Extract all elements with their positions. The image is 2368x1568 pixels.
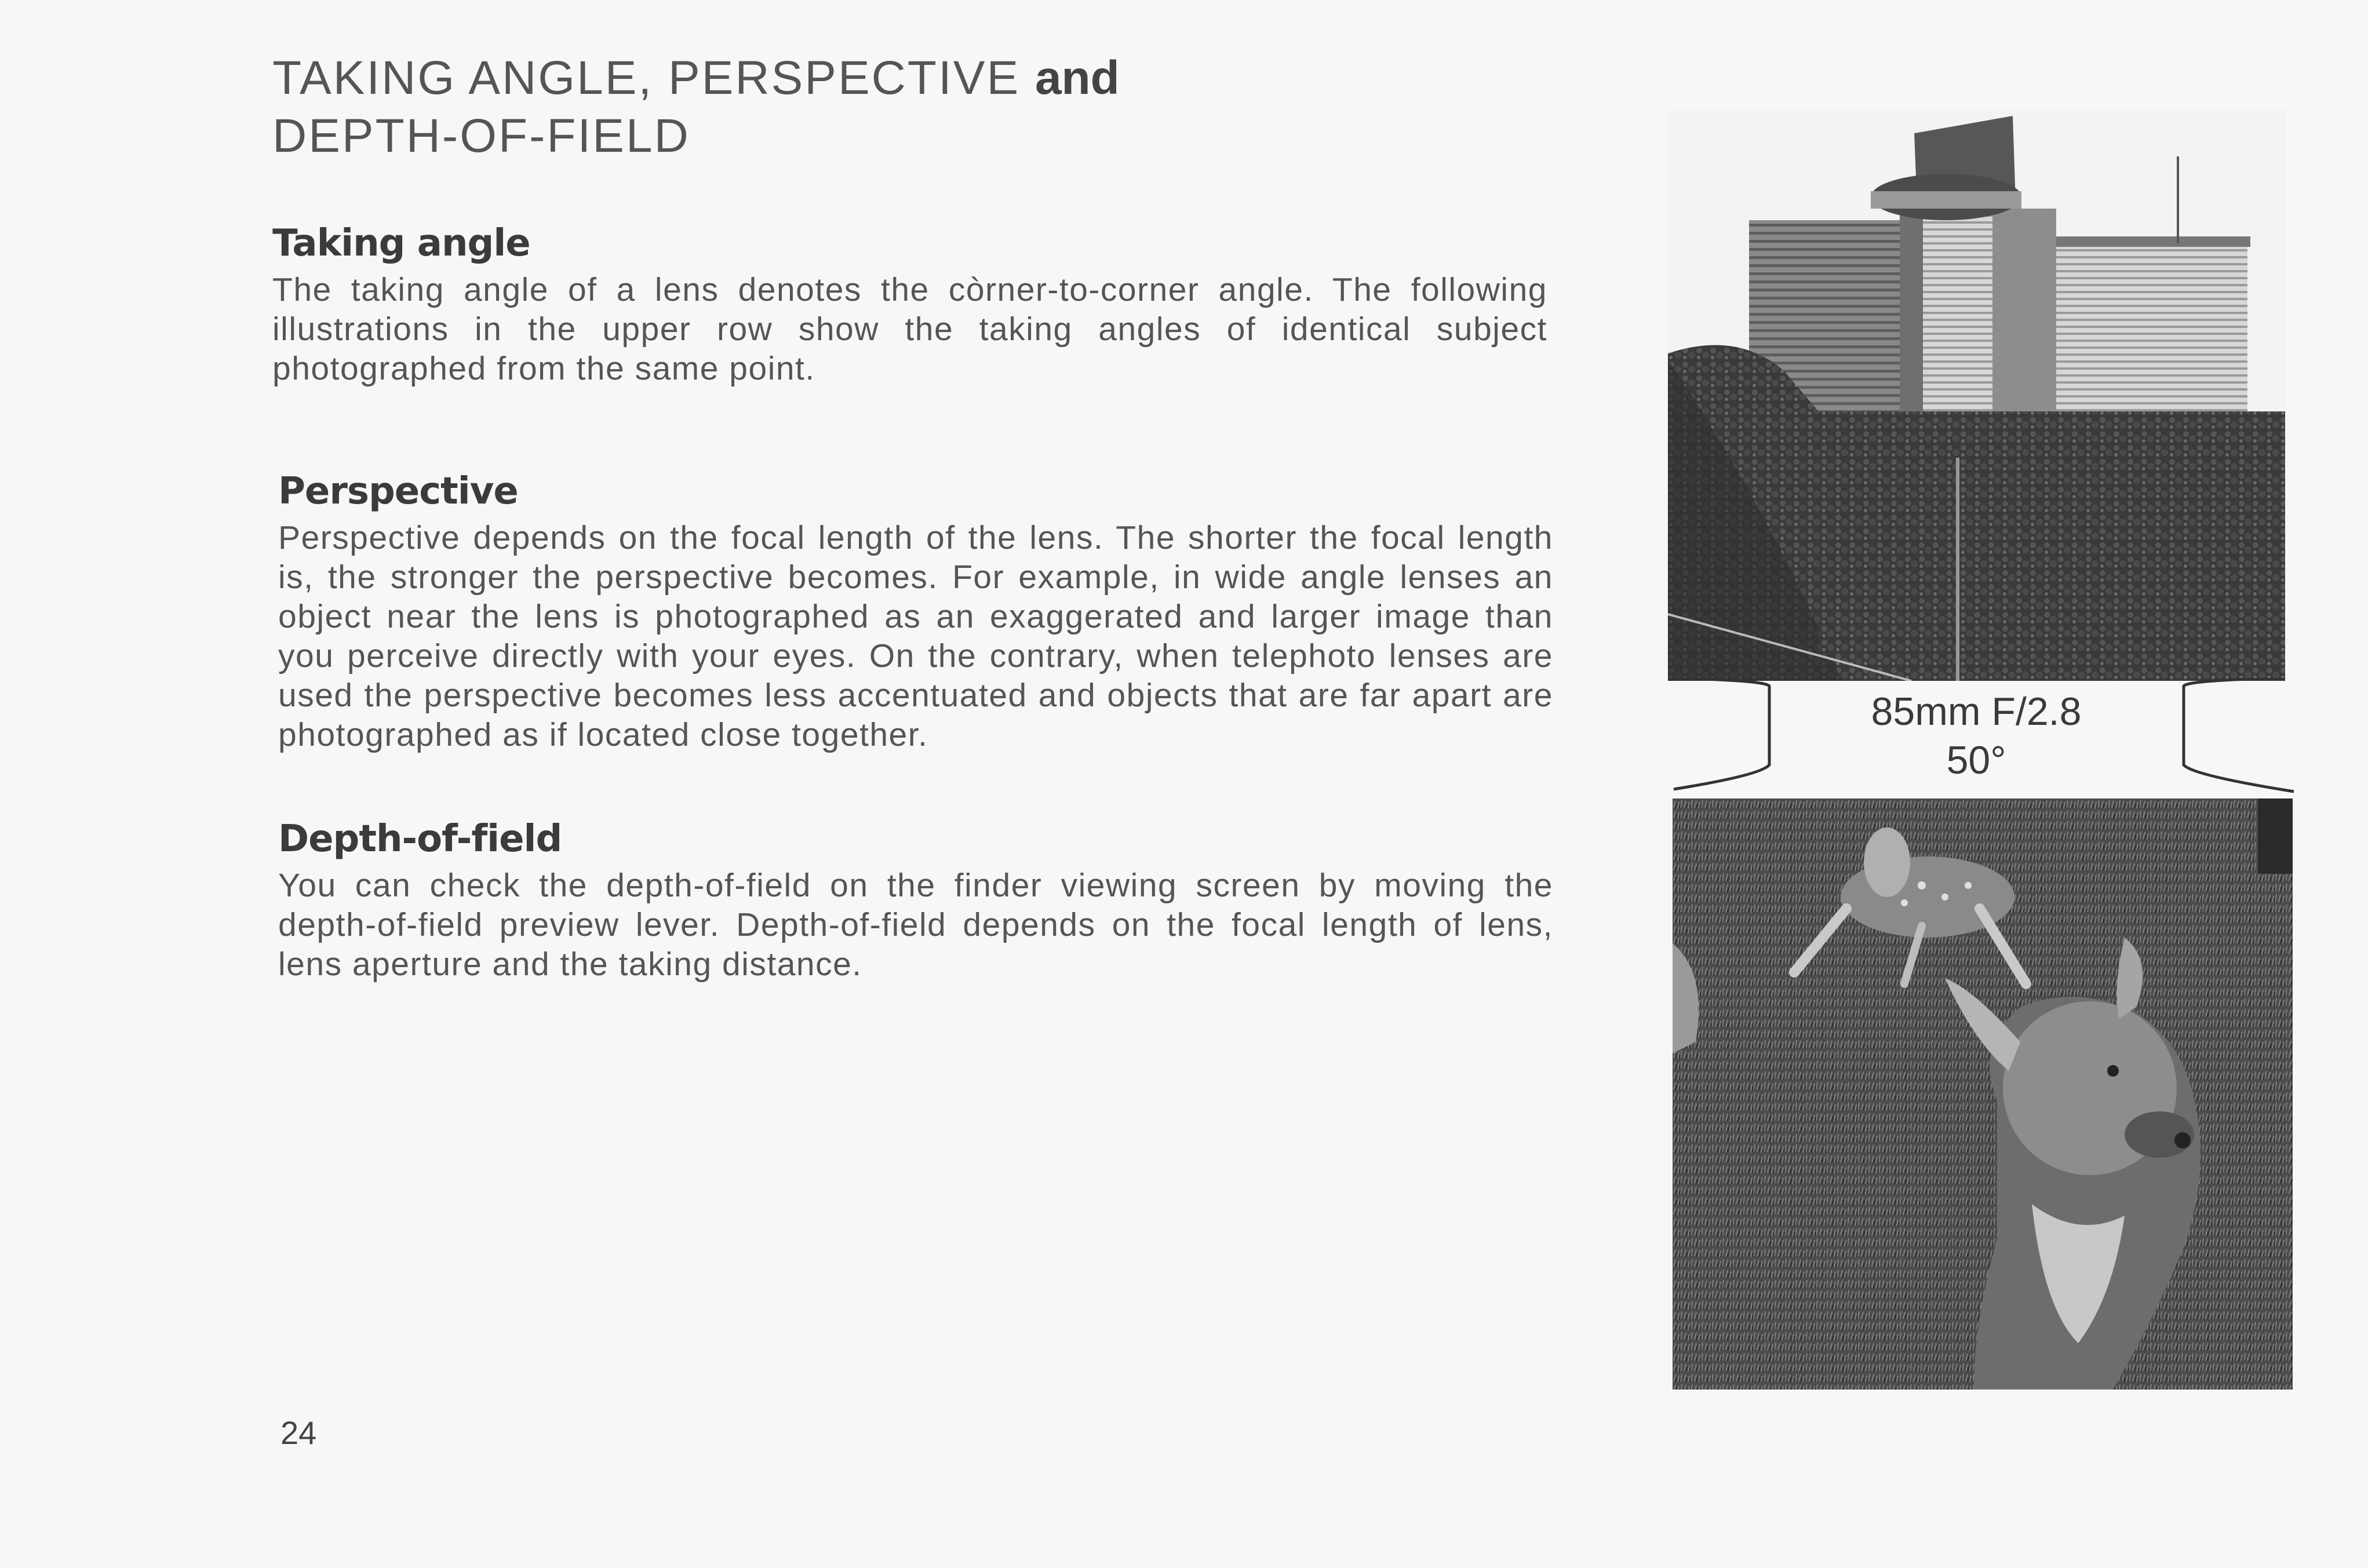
angle-of-view: 50° <box>1946 738 2006 782</box>
section-heading: Depth-of-field <box>278 818 562 860</box>
page-title-line1: TAKING ANGLE, PERSPECTIVE <box>272 52 1021 104</box>
section-heading: Taking angle <box>272 222 530 265</box>
section-depth-of-field <box>278 816 1553 984</box>
focal-length-label <box>1773 687 2179 785</box>
section-taking-angle <box>272 220 1547 388</box>
section-body: Perspective depends on the focal length of the lens. The shorter the focal length is, the stronger the perspective becomes. For example, in wide angle lenses an object near the lens is photographed as an exaggerated and larger image than you perceive directly with your eyes. On the contrary, when telephoto lenses are used the perspective becomes less accentuated and objects that are far apart are photographed as if located close together. <box>278 519 1553 753</box>
page-title <box>272 49 1258 165</box>
section-perspective <box>278 468 1553 754</box>
section-body: You can check the depth-of-field on the finder viewing screen by moving the depth-of-field preview lever. Depth-of-field depends on the focal length of lens, lens aperture and the taking distance. <box>278 867 1553 983</box>
lens-spec: 85mm F/2.8 <box>1871 690 2082 734</box>
building-photo <box>1668 110 2285 681</box>
page-title-line2: DEPTH-OF-FIELD <box>272 110 690 162</box>
page-title-and: and <box>1034 52 1120 104</box>
section-heading: Perspective <box>278 470 518 513</box>
section-body: The taking angle of a lens denotes the còrner-to-corner angle. The following illustrations in the upper row show the taking angles of identical subject photographed from the same point. <box>272 271 1547 387</box>
page-number: 24 <box>280 1414 317 1451</box>
deer-photo <box>1673 798 2293 1390</box>
